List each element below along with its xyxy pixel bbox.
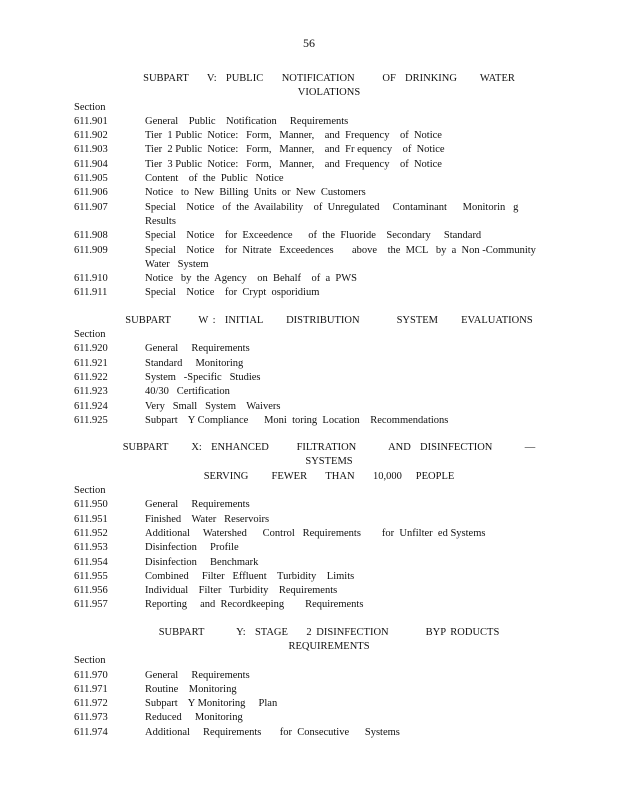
page-number: 56 [303, 36, 315, 50]
section-number: 611.903 [74, 144, 108, 156]
section-row [74, 357, 544, 371]
section-title: Special Notice for Crypt osporidium [145, 287, 320, 299]
section-row [74, 541, 544, 555]
subpart-block [74, 441, 544, 613]
section-title: Routine Monitoring [145, 683, 237, 695]
section-title: Reduced Monitoring [145, 712, 243, 724]
section-number: 611.973 [74, 712, 108, 724]
section-number: 611.956 [74, 585, 108, 597]
section-title: Additional Requirements for Consecutive Systems [145, 726, 400, 738]
section-title: General Requirements [145, 669, 250, 681]
section-title: Disinfection Profile [145, 542, 239, 554]
section-title: 40/30 Certification [145, 386, 230, 398]
section-row [74, 371, 544, 385]
section-number: 611.902 [74, 130, 108, 142]
section-row [74, 711, 544, 725]
subpart-heading: SUBPART W : INITIAL DISTRIBUTION SYSTEM EVALUATIONS [125, 314, 533, 326]
section-number: 611.972 [74, 698, 108, 710]
section-row [74, 584, 544, 598]
section-label: Section [74, 655, 106, 667]
section-title: Tier 1 Public Notice: Form, Manner, and Frequency of Notice [145, 130, 442, 142]
section-number: 611.970 [74, 669, 108, 681]
section-number: 611.950 [74, 499, 108, 511]
section-title: Notice to New Billing Units or New Customers [145, 187, 366, 199]
section-number: 611.909 [74, 244, 108, 256]
section-row [74, 570, 544, 584]
section-row [74, 513, 544, 527]
section-row [74, 172, 544, 186]
section-row [74, 556, 544, 570]
subpart-heading: SUBPART X: ENHANCED FILTRATION AND DISINFECTION —SYSTEMS [122, 442, 536, 468]
subpart-heading: SERVING FEWER THAN 10,000 PEOPLE [203, 470, 455, 482]
subpart-heading: VIOLATIONS [297, 87, 361, 99]
section-title: Notice by the Agency on Behalf of a PWS [145, 273, 357, 285]
section-row [74, 186, 544, 200]
section-title: Individual Filter Turbidity Requirements [145, 585, 338, 597]
section-title: Special Notice of the Availability of Unregulated Contaminant Monitorin g Results [145, 201, 519, 227]
section-title: Subpart Y Compliance Moni toring Location Recommendations [145, 414, 449, 426]
subpart-heading: SUBPART Y: STAGE 2 DISINFECTION BYP RODUCTS REQUIREMENTS [158, 626, 532, 652]
section-number: 611.925 [74, 414, 108, 426]
section-number: 611.955 [74, 570, 108, 582]
subpart-heading: SUBPART V: PUBLIC NOTIFICATION OF DRINKING WATER [143, 73, 515, 84]
subpart-block [74, 626, 544, 740]
section-number: 611.952 [74, 527, 108, 539]
subpart-block [74, 314, 544, 428]
section-number: 611.905 [74, 173, 108, 185]
section-title: General Public Notification Requirements [145, 115, 349, 127]
section-title: General Requirements [145, 499, 250, 511]
section-title: Very Small System Waivers [145, 400, 281, 412]
section-row [74, 115, 544, 129]
section-row [74, 400, 544, 414]
section-row [74, 342, 544, 356]
section-title: Additional Watershed Control Requirements for Unfilter ed Systems [145, 527, 486, 539]
section-row [74, 414, 544, 428]
section-row [74, 498, 544, 512]
section-row [74, 129, 544, 143]
section-number: 611.923 [74, 386, 108, 398]
section-number: 611.951 [74, 513, 108, 525]
section-label: Section [74, 101, 106, 113]
section-row [74, 158, 544, 172]
section-row [74, 527, 544, 541]
section-number: 611.901 [74, 115, 108, 127]
section-number: 611.953 [74, 542, 108, 554]
section-title: System -Specific Studies [145, 371, 261, 383]
section-number: 611.957 [74, 599, 108, 611]
section-title: Finished Water Reservoirs [145, 513, 270, 525]
section-title: Standard Monitoring [145, 357, 244, 369]
section-row [74, 201, 544, 230]
section-number: 611.922 [74, 371, 108, 383]
section-label: Section [74, 329, 106, 341]
section-number: 611.907 [74, 201, 108, 213]
section-row [74, 286, 544, 300]
section-title: Combined Filter Effluent Turbidity Limits [145, 570, 355, 582]
section-title: Content of the Public Notice [145, 173, 284, 185]
section-title: Reporting and Recordkeeping Requirements [145, 599, 364, 611]
section-number: 611.904 [74, 158, 108, 170]
section-title: Tier 3 Public Notice: Form, Manner, and Frequency of Notice [145, 158, 442, 170]
section-row [74, 669, 544, 683]
section-number: 611.906 [74, 187, 108, 199]
section-title: Disinfection Benchmark [145, 556, 259, 568]
section-number: 611.924 [74, 400, 108, 412]
section-title: Special Notice for Exceedence of the Fluoride Secondary Standard [145, 230, 482, 242]
section-label: Section [74, 485, 106, 497]
section-row [74, 683, 544, 697]
section-row [74, 272, 544, 286]
section-title: Special Notice for Nitrate Exceedences above the MCL by a Non -Community Water System [145, 244, 536, 270]
section-row [74, 697, 544, 711]
section-number: 611.974 [74, 726, 108, 738]
section-row [74, 598, 544, 612]
section-number: 611.911 [74, 287, 108, 299]
section-row [74, 143, 544, 157]
table-of-contents [74, 72, 544, 753]
section-number: 611.920 [74, 343, 108, 355]
subpart-block [74, 72, 544, 301]
section-row [74, 385, 544, 399]
section-number: 611.908 [74, 230, 108, 242]
section-row [74, 726, 544, 740]
section-row [74, 229, 544, 243]
section-title: Subpart Y Monitoring Plan [145, 698, 278, 710]
section-number: 611.954 [74, 556, 108, 568]
section-number: 611.921 [74, 357, 108, 369]
section-title: Tier 2 Public Notice: Form, Manner, and Fr equency of Notice [145, 144, 445, 156]
section-row [74, 244, 544, 273]
section-number: 611.910 [74, 273, 108, 285]
section-number: 611.971 [74, 683, 108, 695]
section-title: General Requirements [145, 343, 250, 355]
